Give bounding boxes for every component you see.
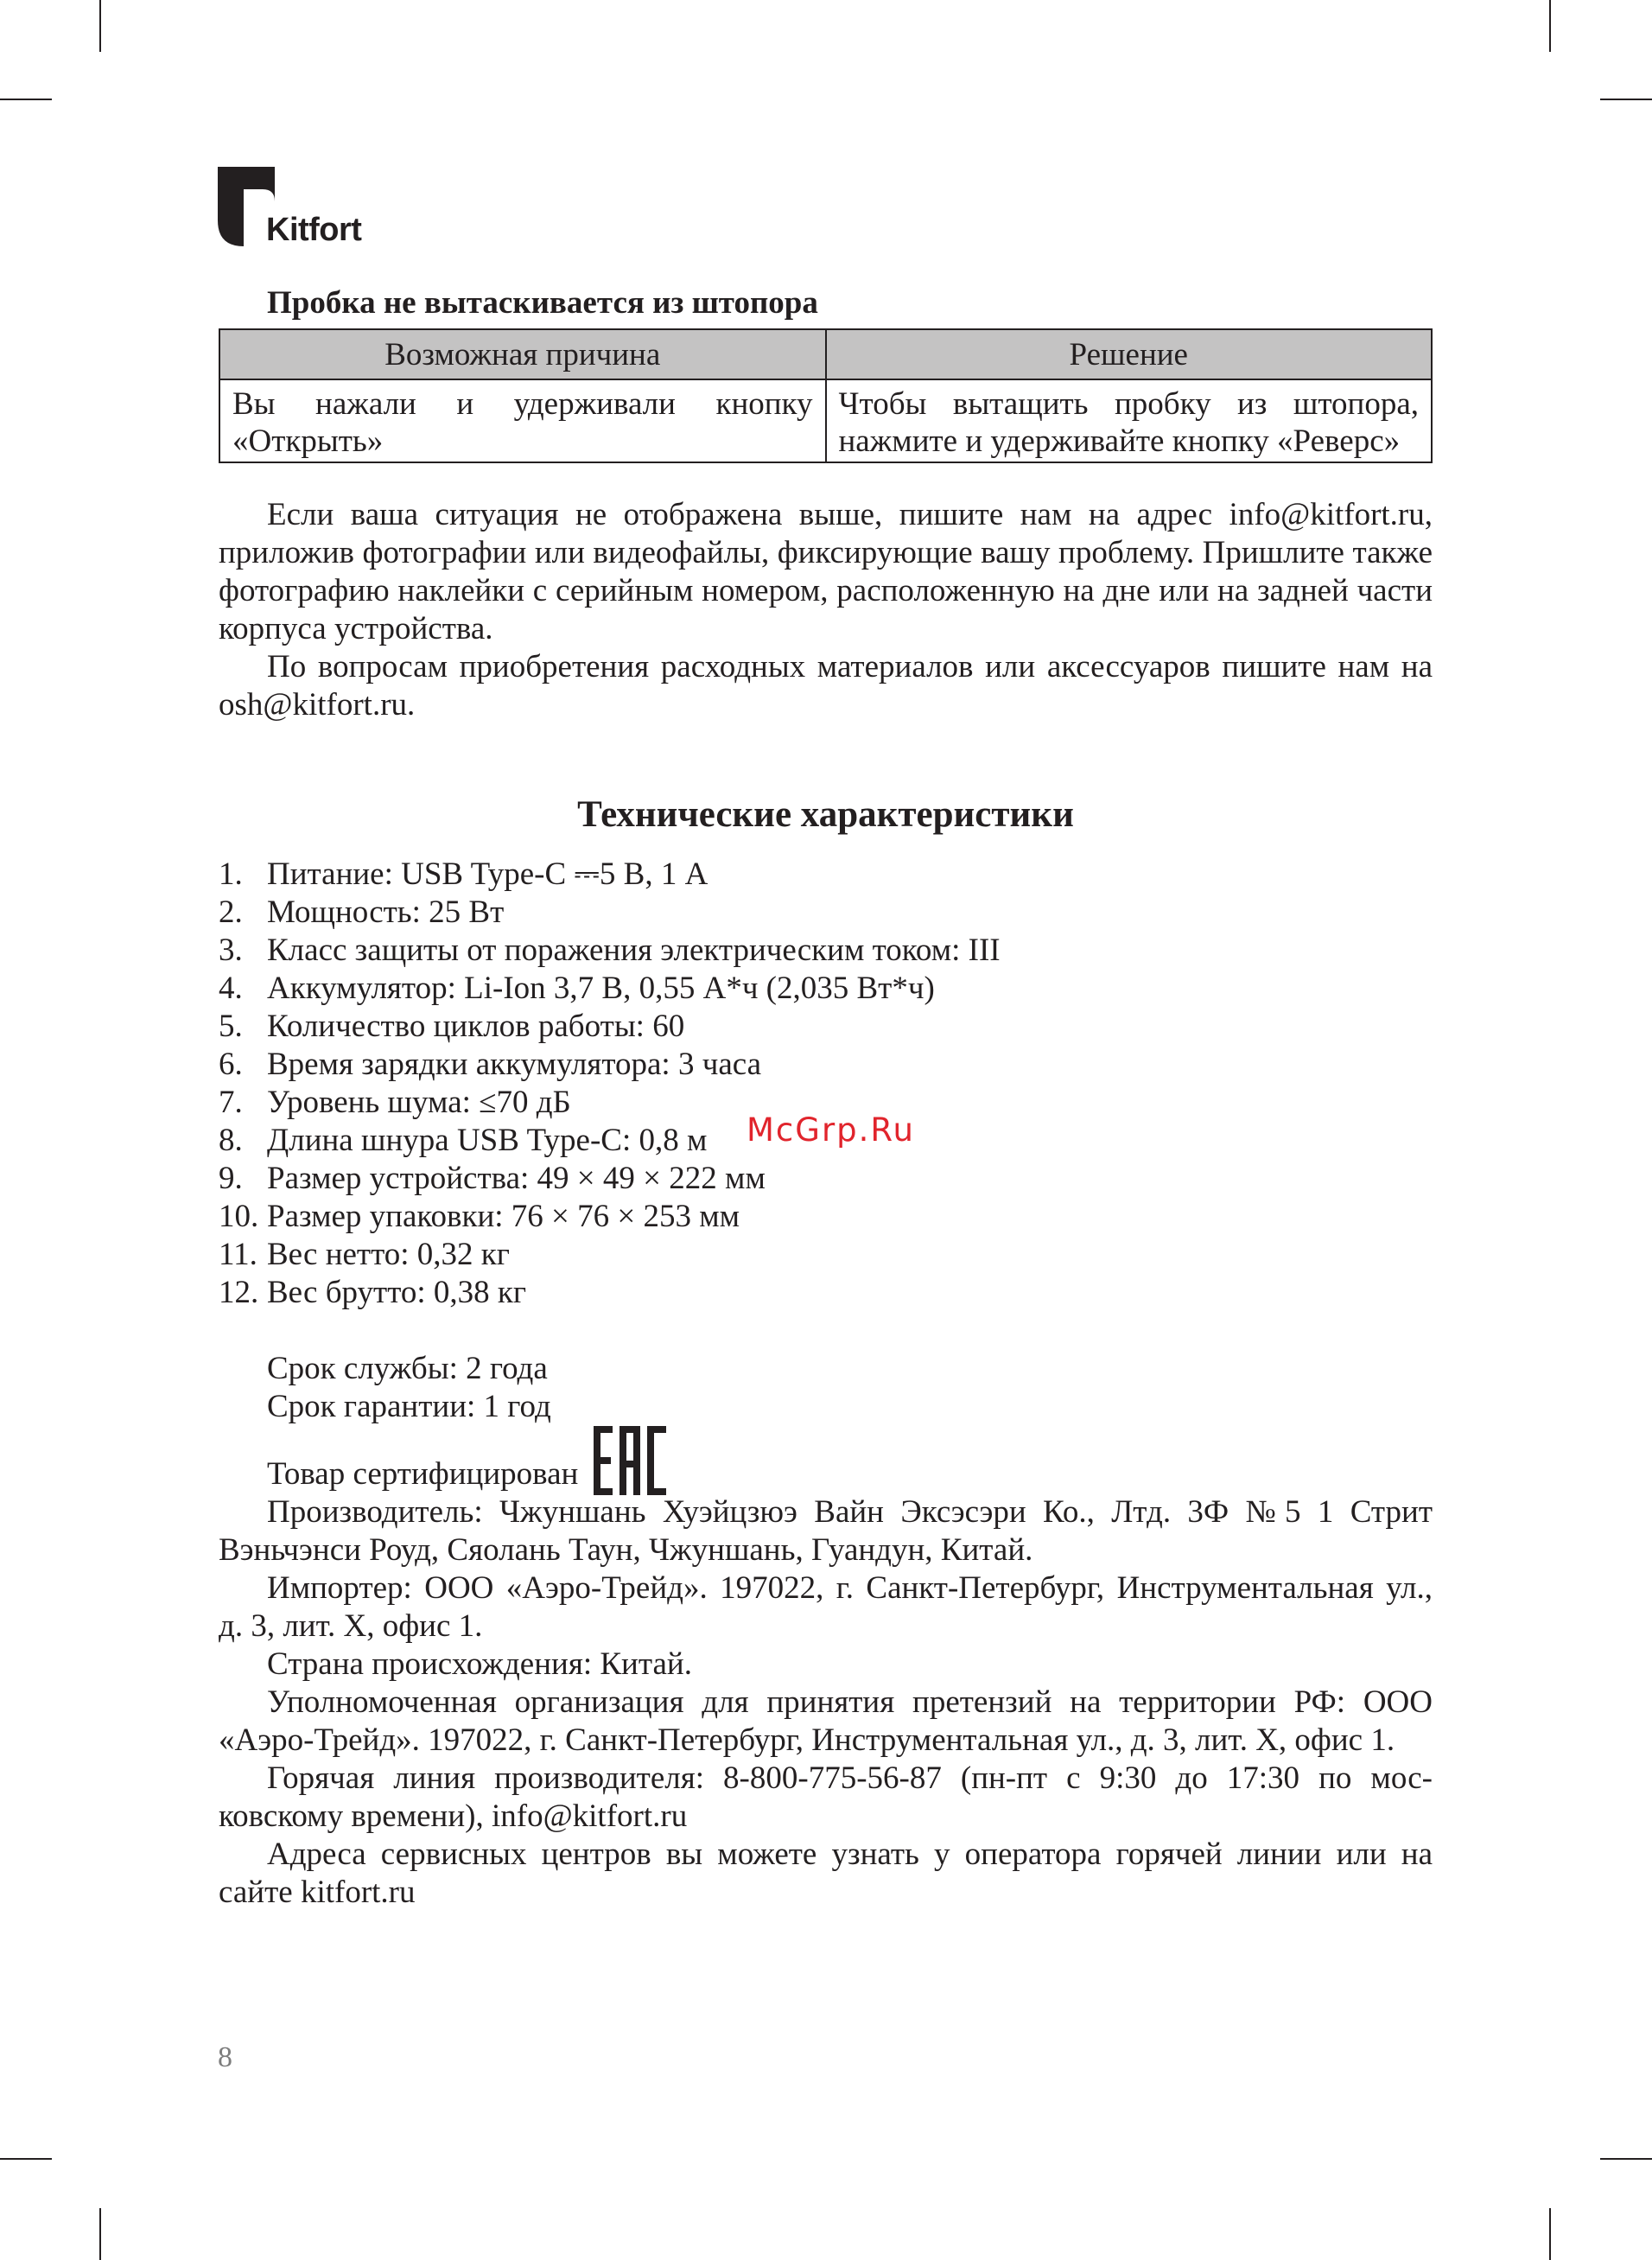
crop-mark [99, 2208, 101, 2260]
list-item [219, 894, 1433, 932]
list-item [219, 1236, 1433, 1274]
specs-list [219, 856, 1433, 1312]
service-life: Срок службы: 2 года [267, 1351, 548, 1386]
info-paragraph: Страна происхождения: Китай. [267, 1646, 692, 1682]
warranty-period: Срок гарантии: 1 год [267, 1389, 551, 1424]
watermark: McGrp.Ru [747, 1111, 915, 1149]
list-item-text: Уровень шума: ≤70 дБ [267, 1085, 571, 1120]
page-content [219, 282, 1433, 1912]
contact-section [219, 496, 1433, 724]
crop-mark [0, 99, 52, 100]
column-header-cause: Возможная причина [219, 329, 826, 379]
list-item-number: 1. [219, 856, 243, 892]
brand-name: Kitfort [266, 212, 362, 248]
list-item-number: 7. [219, 1085, 243, 1120]
list-item [219, 1198, 1433, 1236]
list-item-number: 10. [219, 1199, 259, 1234]
list-item-number: 5. [219, 1009, 243, 1044]
list-item-text: Вес нетто: 0,32 кг [267, 1237, 510, 1272]
table-row [219, 379, 1432, 462]
list-item-number: 6. [219, 1047, 243, 1082]
list-item [219, 1008, 1433, 1046]
list-item [219, 856, 1433, 894]
problem-title: Пробка не вытаскивается из штопора [267, 285, 818, 321]
table-cell-solution: Чтобы вытащить пробку из штопора, нажмите и удерживайте кнопку «Реверс» [826, 379, 1433, 462]
list-item-number: 12. [219, 1275, 259, 1310]
list-item-text: Длина шнура USB Type-C: 0,8 м [267, 1123, 708, 1158]
list-item-text: Питание: USB Type-C ⎓5 В, 1 А [267, 856, 708, 892]
list-item [219, 1046, 1433, 1084]
list-item-number: 11. [219, 1237, 257, 1272]
crop-mark [1549, 2208, 1551, 2260]
crop-mark [0, 2158, 52, 2160]
list-item-text: Размер устройства: 49 × 49 × 222 мм [267, 1161, 766, 1196]
crop-mark [1600, 2158, 1652, 2160]
crop-mark [1600, 99, 1652, 100]
contact-paragraph: По вопросам приобретения расходных материалов или аксессуаров пишите нам на osh@kitfort.ru. [219, 649, 1433, 723]
list-item-text: Класс защиты от поражения электрическим током: III [267, 933, 1001, 968]
certification-text: Товар сертифицирован [267, 1456, 579, 1492]
info-paragraph: Уполномоченная организация для принятия претензий на территории РФ: ООО «Аэро-Трейд». 197022, г. Санкт-Петербург, Инструментальная ул., д. 3, лит. Х, офис 1. [219, 1684, 1433, 1758]
crop-mark [99, 0, 101, 52]
list-item-number: 9. [219, 1161, 243, 1196]
list-item-text: Количество циклов работы: 60 [267, 1009, 685, 1044]
info-paragraph: Импортер: ООО «Аэро-Трейд». 197022, г. Санкт-Петербург, Инструментальная ул., д. 3, лит. Х, офис 1. [219, 1570, 1433, 1644]
service-info [219, 1350, 1433, 1493]
list-item [219, 1274, 1433, 1312]
list-item [219, 970, 1433, 1008]
page-number: 8 [218, 2041, 232, 2073]
list-item-text: Размер упаковки: 76 × 76 × 253 мм [267, 1199, 740, 1234]
column-header-solution: Решение [826, 329, 1433, 379]
certification-line [267, 1426, 1433, 1493]
list-item-text: Время зарядки аккумулятора: 3 часа [267, 1047, 762, 1082]
list-item-text: Мощность: 25 Вт [267, 894, 505, 930]
info-paragraph: Производитель: Чжуншань Хуэйцзюэ Вайн Эксэсэри Ко., Лтд. 3Ф №5 1 Стрит Вэньчэнси Роуд, Сяолань Таун, Чжуншань, Гуандун, Китай. [219, 1494, 1433, 1568]
table-header-row [219, 329, 1432, 379]
manufacturer-info [219, 1493, 1433, 1912]
list-item-number: 2. [219, 894, 243, 930]
contact-paragraph: Если ваша ситуация не отображена выше, пишите нам на адрес info@kitfort.ru, приложив фотографии или видеофайлы, фиксирующие вашу проблему. Пришлите также фотографию наклейки с серийным номером, расположенную на дне или на задней части корпуса устройства. [219, 497, 1433, 646]
info-paragraph: Адреса сервисных центров вы можете узнать у оператора горячей линии или на сайте kitfort.ru [219, 1837, 1433, 1910]
eac-certification-mark-icon [594, 1426, 666, 1495]
list-item-text: Вес брутто: 0,38 кг [267, 1275, 527, 1310]
list-item-text: Аккумулятор: Li-Ion 3,7 В, 0,55 А*ч (2,035 Вт*ч) [267, 971, 935, 1006]
list-item-number: 3. [219, 933, 243, 968]
list-item [219, 1160, 1433, 1198]
specs-title: Технические характеристики [577, 794, 1074, 835]
list-item-number: 4. [219, 971, 243, 1006]
list-item [219, 932, 1433, 970]
info-paragraph: Горячая линия производителя: 8-800-775-56-87 (пн-пт с 9:30 до 17:30 по московскому времени), info@kitfort.ru [219, 1760, 1433, 1834]
table-cell-cause: Вы нажали и удерживали кнопку «Открыть» [219, 379, 826, 462]
list-item-number: 8. [219, 1123, 243, 1158]
troubleshooting-table [219, 328, 1433, 463]
brand-logo [218, 167, 391, 249]
crop-mark [1549, 0, 1551, 52]
